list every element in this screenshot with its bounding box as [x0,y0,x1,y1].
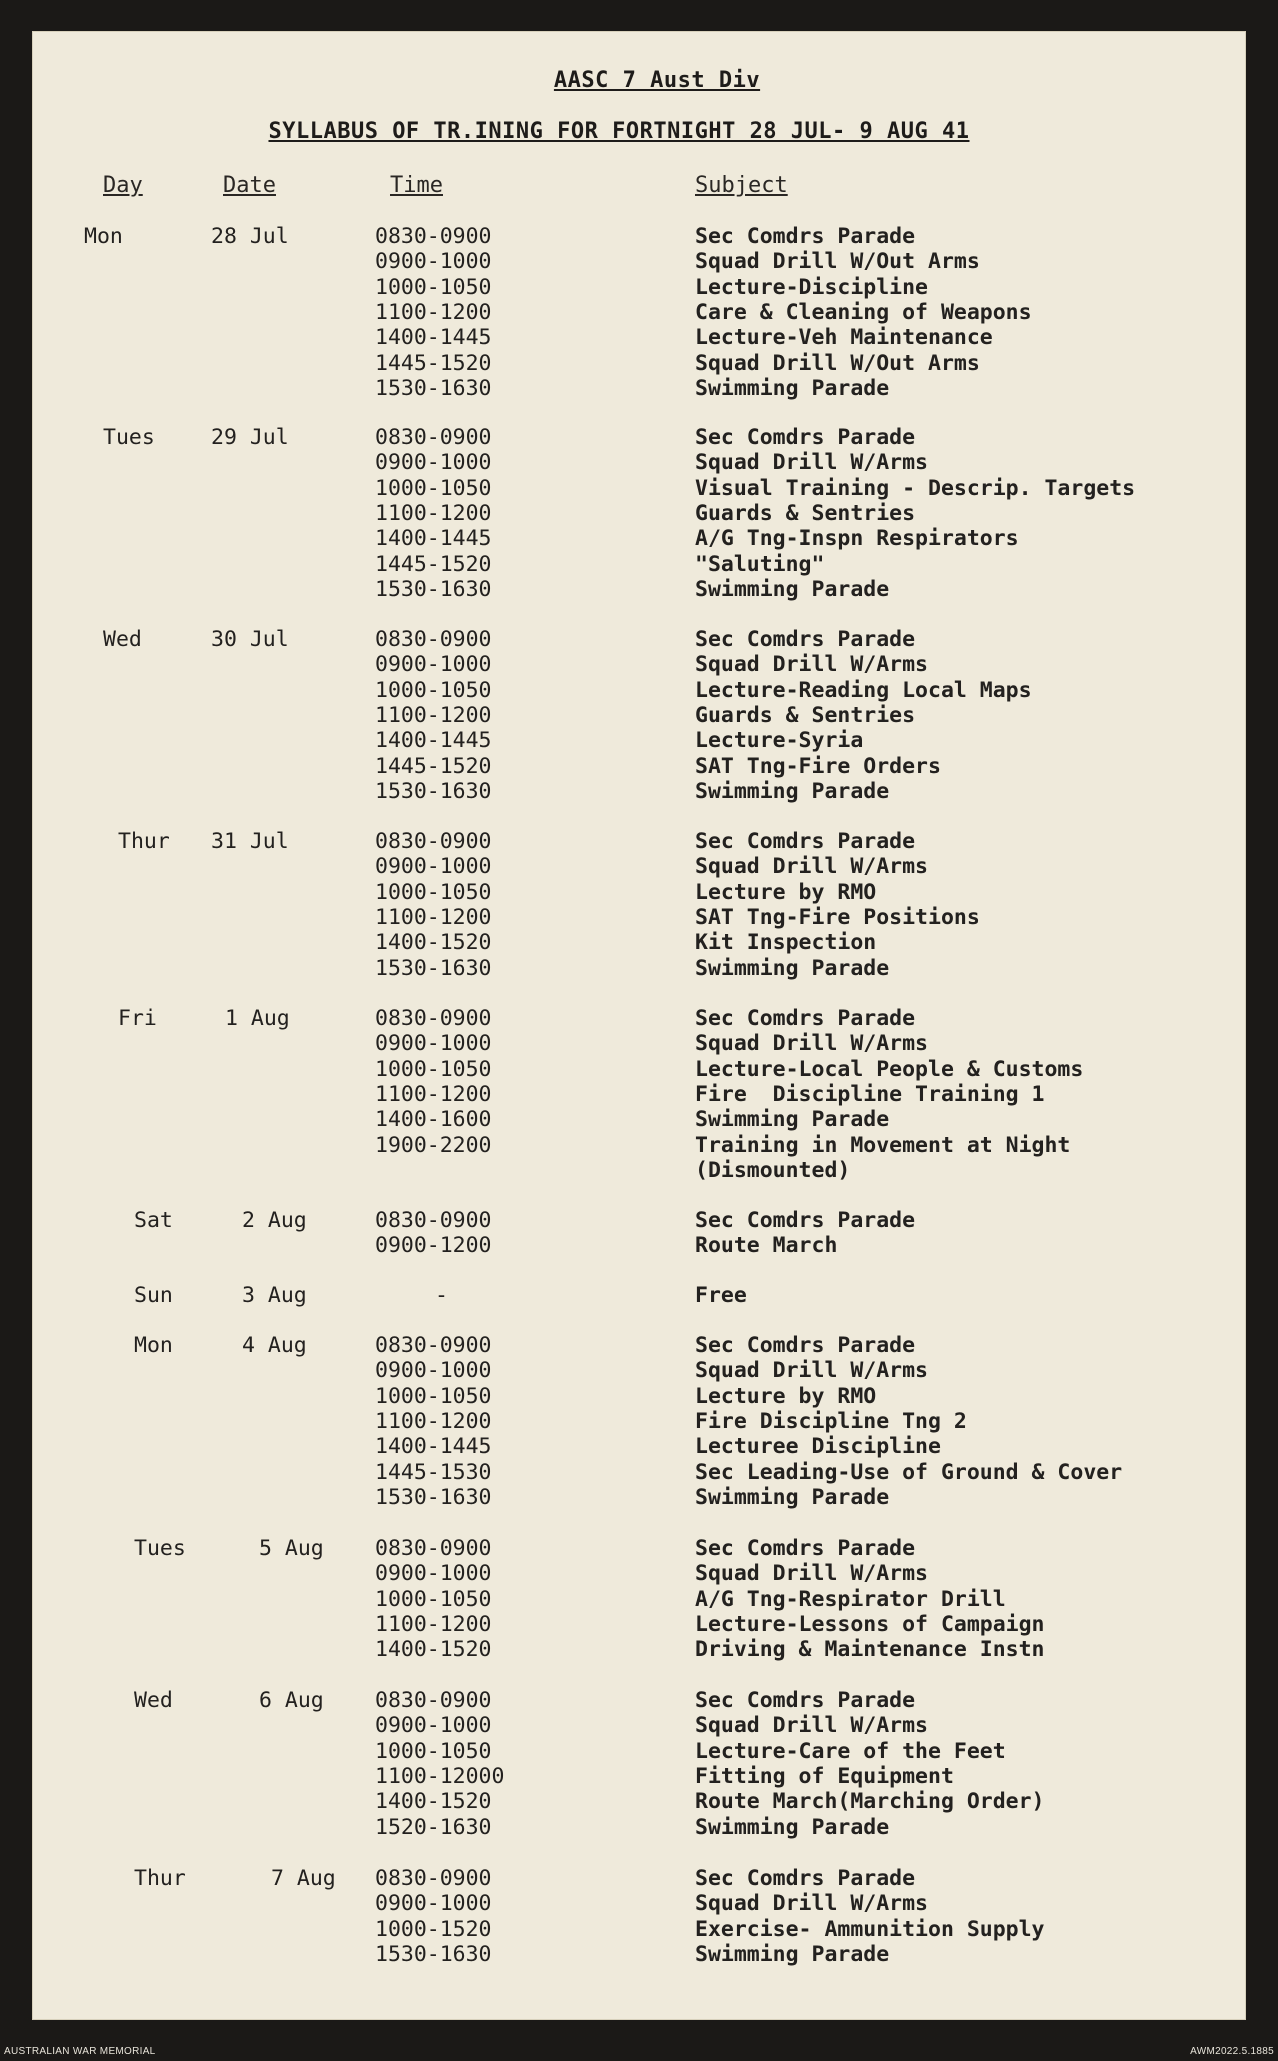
day-label: Wed [134,1688,173,1713]
time-slot: 0900-1000 [375,1358,492,1384]
subject-entry: Squad Drill W/Arms [695,1713,928,1739]
subject-entry: Lecture-Lessons of Campaign [695,1611,1045,1637]
subject-entry: Squad Drill W/Arms [695,1358,928,1384]
subject-entry: Lecture-Veh Maintenance [695,325,993,351]
time-slot: - [435,1283,448,1308]
day-label: Mon [134,1333,173,1358]
subject-entry: Swimming Parade [695,1107,890,1133]
time-slot: 1100-12000 [375,1763,505,1789]
time-slot: 1530-1630 [375,375,492,401]
time-slot: 1445-1520 [375,753,492,779]
date-label: 2 Aug [242,1208,307,1233]
date-label: 3 Aug [242,1283,307,1308]
time-slot: 1520-1630 [375,1814,492,1840]
subject-entry: Sec Comdrs Parade [695,1208,916,1233]
time-slot: 0830-0900 [375,1866,492,1891]
document-heading: AASC 7 Aust Div [553,68,761,93]
subject-entry: Lecture-Care of the Feet [695,1738,1006,1764]
date-label: 6 Aug [259,1688,324,1713]
time-slot: 1000-1050 [375,1586,492,1612]
date-label: 28 Jul [211,224,289,249]
subject-entry: Sec Comdrs Parade [695,425,916,450]
time-slot: 1000-1050 [375,677,492,703]
date-label: 31 Jul [211,829,289,854]
time-slot: 0900-1000 [375,1031,492,1057]
subject-entry: SAT Tng-Fire Orders [695,753,941,779]
date-label: 5 Aug [259,1536,324,1561]
subject-entry: Lecture by RMO [695,1383,877,1409]
time-slot: 1000-1050 [375,475,492,501]
time-slot: 0830-0900 [375,627,492,652]
time-slot: 0830-0900 [375,425,492,450]
subject-entry: Swimming Parade [695,1484,890,1510]
subject-entry: Sec Comdrs Parade [695,224,916,249]
subject-entry: Swimming Parade [695,576,890,602]
column-header-date: Date [223,173,276,198]
time-slot: 1530-1630 [375,576,492,602]
time-slot: 0900-1000 [375,1561,492,1587]
subject-entry: Sec Leading-Use of Ground & Cover [695,1459,1123,1485]
subject-entry: "Saluting" [695,551,825,577]
subject-entry: Sec Comdrs Parade [695,1333,916,1358]
subject-entry: Squad Drill W/Arms [695,450,928,476]
subject-entry: Training in Movement at Night (Dismounted) [695,1132,1071,1183]
subject-entry: Sec Comdrs Parade [695,627,916,652]
subject-entry: Lecture-Syria [695,728,864,754]
subject-entry: Kit Inspection [695,930,877,956]
time-slot: 1000-1050 [375,1738,492,1764]
subject-entry: Guards & Sentries [695,500,916,526]
time-slot: 1000-1520 [375,1916,492,1942]
subject-entry: A/G Tng-Respirator Drill [695,1586,1006,1612]
day-label: Fri [118,1006,157,1031]
time-slot: 0830-0900 [375,1688,492,1713]
date-label: 30 Jul [211,627,289,652]
subject-entry: A/G Tng-Inspn Respirators [695,526,1019,552]
time-slot: 1530-1630 [375,1941,492,1967]
time-slot: 1000-1050 [375,1383,492,1409]
date-label: 1 Aug [225,1006,290,1031]
subject-entry: Fire Discipline Training 1 [695,1081,1045,1107]
time-slot: 0900-1000 [375,249,492,275]
column-header-subject: Subject [695,173,788,198]
time-slot: 0900-1200 [375,1233,492,1259]
document-subheading: SYLLABUS OF TR.INING FOR FORTNIGHT 28 JUL- 9 AUG 41 [268,119,970,144]
time-slot: 1530-1630 [375,778,492,804]
subject-entry: Swimming Parade [695,375,890,401]
time-slot: 1400-1445 [375,325,492,351]
subject-entry: Swimming Parade [695,955,890,981]
time-slot: 1445-1520 [375,551,492,577]
subject-entry: Care & Cleaning of Weapons [695,299,1032,325]
subject-entry: Sec Comdrs Parade [695,1006,916,1031]
subject-entry: Lecture-Discipline [695,274,928,300]
time-slot: 0900-1000 [375,854,492,880]
time-slot: 0830-0900 [375,1333,492,1358]
time-slot: 1445-1520 [375,350,492,376]
subject-entry: Lecture-Local People & Customs [695,1056,1084,1082]
time-slot: 1400-1445 [375,1434,492,1460]
time-slot: 1100-1200 [375,1408,492,1434]
time-slot: 1100-1200 [375,500,492,526]
time-slot: 1100-1200 [375,702,492,728]
subject-entry: Lecture-Reading Local Maps [695,677,1032,703]
subject-entry: Exercise- Ammunition Supply [695,1916,1045,1942]
subject-entry: Swimming Parade [695,1814,890,1840]
time-slot: 1400-1600 [375,1107,492,1133]
subject-entry: Sec Comdrs Parade [695,829,916,854]
time-slot: 0900-1000 [375,450,492,476]
time-slot: 1100-1200 [375,1081,492,1107]
subject-entry: Squad Drill W/Arms [695,1891,928,1917]
subject-entry: Route March [695,1233,838,1259]
subject-entry: Sec Comdrs Parade [695,1688,916,1713]
footer-credit: AUSTRALIAN WAR MEMORIAL [4,2046,156,2057]
time-slot: 1000-1050 [375,1056,492,1082]
subject-entry: Squad Drill W/Arms [695,1561,928,1587]
time-slot: 0900-1000 [375,1713,492,1739]
subject-entry: Route March(Marching Order) [695,1789,1045,1815]
time-slot: 1100-1200 [375,904,492,930]
subject-entry: Squad Drill W/Out Arms [695,249,980,275]
subject-entry: Fire Discipline Tng 2 [695,1408,967,1434]
time-slot: 1100-1200 [375,1611,492,1637]
day-label: Thur [118,829,170,854]
time-slot: 0830-0900 [375,224,492,249]
day-label: Sun [134,1283,173,1308]
subject-entry: Guards & Sentries [695,702,916,728]
column-header-time: Time [390,173,443,198]
subject-entry: Squad Drill W/Arms [695,1031,928,1057]
time-slot: 1000-1050 [375,274,492,300]
subject-entry: Squad Drill W/Out Arms [695,350,980,376]
day-label: Thur [134,1866,186,1891]
time-slot: 1400-1445 [375,526,492,552]
subject-entry: SAT Tng-Fire Positions [695,904,980,930]
subject-entry: Swimming Parade [695,778,890,804]
footer-reference: AWM2022.5.1885 [1190,2046,1274,2057]
date-label: 7 Aug [271,1866,336,1891]
column-header-day: Day [103,173,143,198]
day-label: Sat [134,1208,173,1233]
time-slot: 1400-1520 [375,1637,492,1663]
time-slot: 1000-1050 [375,879,492,905]
day-label: Tues [103,425,155,450]
subject-entry: Free [695,1283,747,1308]
day-label: Mon [84,224,123,249]
time-slot: 1100-1200 [375,299,492,325]
subject-entry: Lecture by RMO [695,879,877,905]
time-slot: 0830-0900 [375,1536,492,1561]
time-slot: 1400-1445 [375,728,492,754]
subject-entry: Swimming Parade [695,1941,890,1967]
date-label: 4 Aug [242,1333,307,1358]
date-label: 29 Jul [211,425,289,450]
time-slot: 0900-1000 [375,1891,492,1917]
time-slot: 1400-1520 [375,1789,492,1815]
time-slot: 1445-1530 [375,1459,492,1485]
subject-entry: Visual Training - Descrip. Targets [695,475,1136,501]
time-slot: 0900-1000 [375,652,492,678]
subject-entry: Sec Comdrs Parade [695,1536,916,1561]
time-slot: 1900-2200 [375,1132,492,1158]
document-page [32,31,1246,2020]
time-slot: 0830-0900 [375,1006,492,1031]
time-slot: 1530-1630 [375,1484,492,1510]
time-slot: 1530-1630 [375,955,492,981]
time-slot: 0830-0900 [375,1208,492,1233]
time-slot: 1400-1520 [375,930,492,956]
time-slot: 0830-0900 [375,829,492,854]
day-label: Wed [103,627,142,652]
subject-entry: Sec Comdrs Parade [695,1866,916,1891]
subject-entry: Squad Drill W/Arms [695,652,928,678]
subject-entry: Fitting of Equipment [695,1763,954,1789]
subject-entry: Squad Drill W/Arms [695,854,928,880]
day-label: Tues [134,1536,186,1561]
subject-entry: Driving & Maintenance Instn [695,1637,1045,1663]
subject-entry: Lecturee Discipline [695,1434,941,1460]
